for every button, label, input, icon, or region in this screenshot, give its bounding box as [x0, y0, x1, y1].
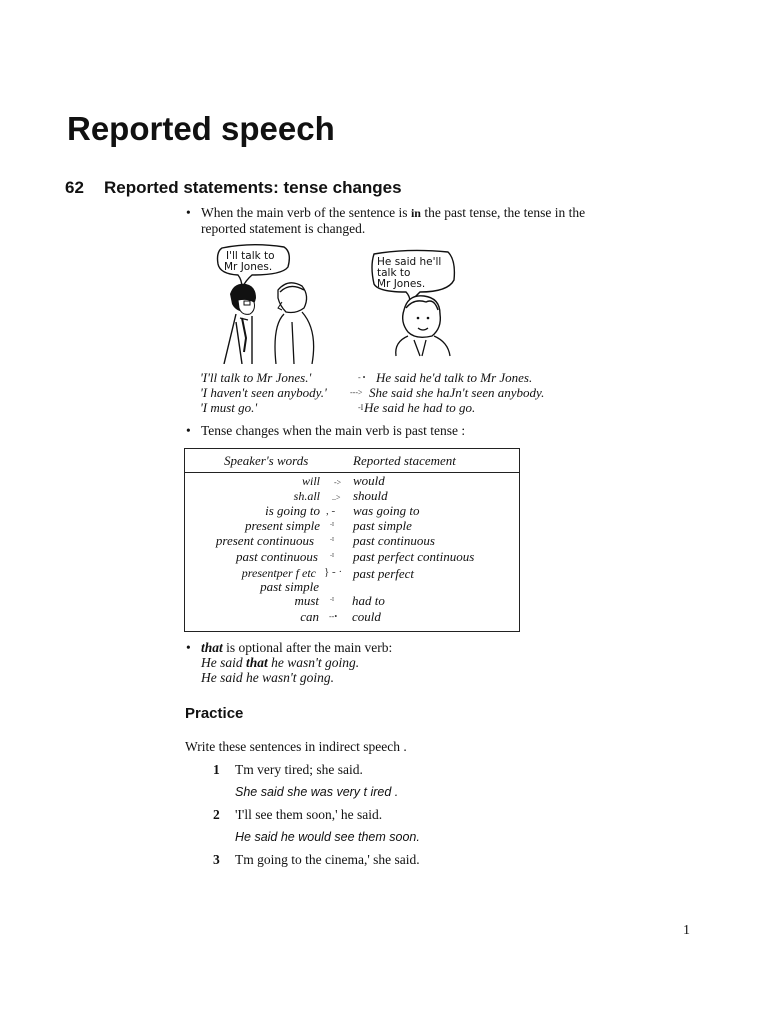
table-cell-right: was going to [353, 503, 420, 518]
table-cell-left: past continuous [236, 549, 318, 564]
example-that-2: He said he wasn't going. [201, 670, 335, 685]
table-header-right: Reported stacement [353, 453, 456, 468]
bullet-dot: • [186, 205, 191, 220]
example-arrow-2: ---> [350, 388, 363, 397]
bullet-tense-intro [186, 205, 661, 236]
practice-item-prompt: Tm going to the cinema,' she said. [235, 852, 420, 867]
example-direct-1: 'I'll talk to Mr Jones.' [200, 370, 312, 385]
table-cell-left: presentper f etc [241, 566, 316, 580]
table-cell-right: should [353, 488, 388, 503]
table-cell-left: will [301, 474, 320, 488]
bullet-text-a: When the main verb of the sentence is [201, 205, 408, 220]
table-cell-right: past perfect continuous [353, 549, 475, 564]
bullet-dot: • [186, 423, 191, 438]
table-arrow: -I [330, 537, 334, 543]
svg-text:Mr Jones.: Mr Jones. [224, 261, 273, 273]
table-cell-left: must [294, 593, 319, 608]
table-cell-right: would [353, 473, 385, 488]
svg-text:I'll talk to: I'll talk to [226, 250, 275, 262]
practice-item-number: 2 [213, 807, 220, 822]
left-bubble-text [224, 250, 275, 273]
practice-instruction: Write these sentences in indirect speech . [185, 739, 407, 754]
practice-item-answer: She said she was very t ired . [235, 785, 399, 799]
practice-item-answer: He said he would see them soon. [235, 830, 420, 844]
example-reported-1: He said he'd talk to Mr Jones. [376, 370, 533, 385]
example-reported-2: She said she haJn't seen anybody. [369, 385, 545, 400]
page-number: 1 [683, 923, 690, 938]
table-arrow: -I [330, 597, 334, 603]
example-arrow-3: -I [358, 403, 364, 412]
table-arrow: -I [330, 553, 334, 559]
bullet-tense-changes [186, 423, 466, 438]
practice-item-number: 3 [213, 852, 220, 867]
svg-text:He said he'll: He said he'll [377, 256, 442, 268]
table-cell-left: present simple [245, 518, 320, 533]
example-direct-2: 'I haven't seen anybody.' [200, 385, 327, 400]
section-number: 62 [65, 178, 84, 197]
table-cell-right: could [352, 609, 381, 624]
cartoon-two-men-illustration [212, 242, 324, 364]
bullet-dot: • [186, 640, 191, 655]
bullet-text-b: in [410, 206, 421, 220]
bullet-that-word: that [201, 640, 223, 655]
table-cell-right: past simple [353, 518, 412, 533]
practice-item-prompt: 'I'll see them soon,' he said. [235, 807, 383, 822]
table-arrow: } - · [324, 566, 343, 578]
example-that-1c: he wasn't going. [271, 655, 360, 670]
section-title: Reported statements: tense changes [104, 178, 402, 197]
svg-text:Mr Jones.: Mr Jones. [377, 278, 426, 290]
example-arrow-1: - • [358, 373, 366, 382]
example-reported-3: He said he had to go. [364, 400, 476, 415]
table-cell-right: past continuous [353, 533, 435, 548]
table-cell-right: had to [352, 593, 385, 608]
table-cell-left-2: past simple [260, 579, 319, 594]
cartoon-woman-illustration [368, 248, 463, 358]
bullet-text-c: the past tense, the tense in the [424, 205, 586, 220]
table-arrow: -I [330, 522, 334, 528]
table-cell-left: is going to [265, 503, 320, 518]
page-title: Reported speech [67, 110, 335, 147]
table-cell-left: sh.all [293, 489, 320, 503]
bullet-that-optional [186, 640, 393, 685]
table-cell-right: past perfect [353, 566, 415, 581]
bullet-text-d: reported statement is changed. [201, 221, 366, 236]
example-direct-3: 'I must go.' [200, 400, 258, 415]
practice-heading: Practice [185, 705, 244, 722]
table-header-left: Speaker's words [224, 453, 309, 468]
table-divider [185, 472, 519, 473]
table-cell-left: present continuous [215, 533, 314, 548]
svg-text:talk to: talk to [377, 267, 411, 279]
practice-item-prompt: Tm very tired; she said. [235, 762, 363, 777]
table-arrow: --• [329, 612, 338, 621]
bullet-tense-changes-text: Tense changes when the main verb is past tense : [201, 423, 466, 438]
example-that-1b: that [246, 655, 268, 670]
table-arrow: , - [326, 505, 336, 517]
table-arrow: -> [334, 478, 342, 487]
example-that-1a: He said [201, 655, 243, 670]
table-arrow: ..> [332, 493, 341, 502]
bullet-that-rest: is optional after the main verb: [226, 640, 393, 655]
practice-item-number: 1 [213, 762, 220, 777]
table-cell-left: can [300, 609, 319, 624]
